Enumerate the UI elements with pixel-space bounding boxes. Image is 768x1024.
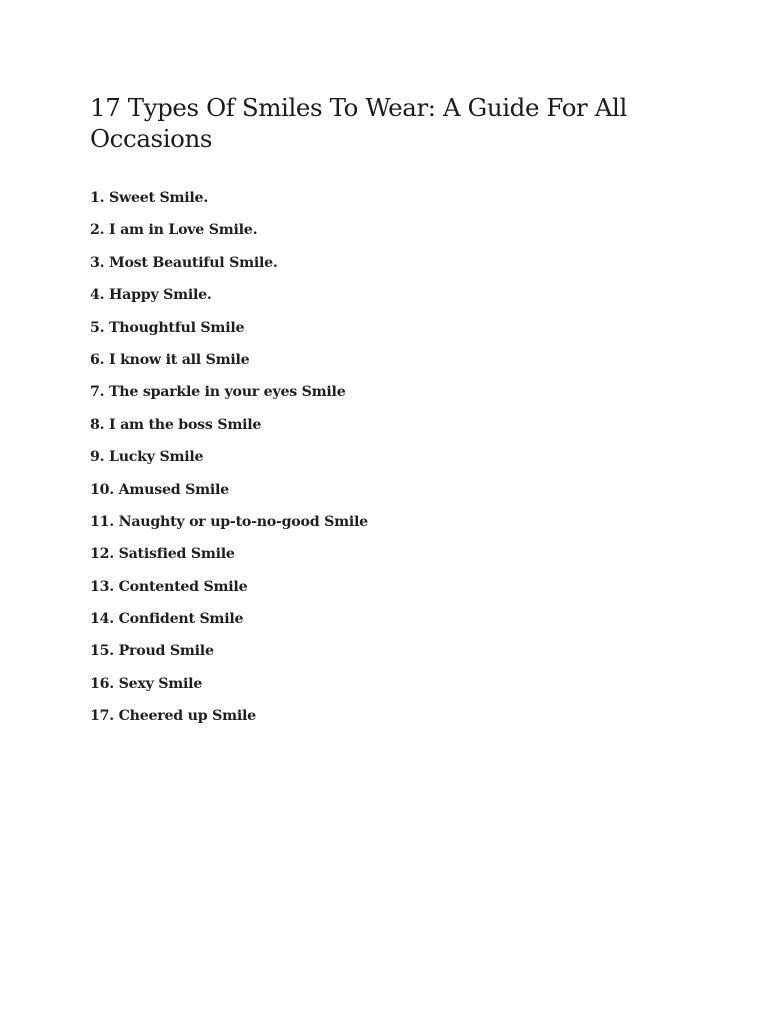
list-item: 16. Sexy Smile (90, 675, 203, 692)
list-item: 9. Lucky Smile (90, 449, 204, 466)
list-item: 13. Contented Smile (90, 578, 248, 595)
list-item: 12. Satisfied Smile (90, 546, 235, 563)
list-item: 15. Proud Smile (90, 643, 214, 660)
list-item: 7. The sparkle in your eyes Smile (90, 384, 346, 401)
smile-list (90, 187, 368, 738)
list-item: 17. Cheered up Smile (90, 708, 256, 725)
list-item: 2. I am in Love Smile. (90, 222, 258, 239)
list-item: 3. Most Beautiful Smile. (90, 254, 278, 271)
list-item: 1. Sweet Smile. (90, 190, 209, 206)
list-item: 8. I am the boss Smile (90, 416, 262, 433)
page-title: 17 Types Of Smiles To Wear: A Guide For All Occasions (90, 93, 627, 153)
list-item: 5. Thoughtful Smile (90, 319, 245, 336)
list-item: 10. Amused Smile (90, 481, 229, 498)
list-item: 11. Naughty or up-to-no-good Smile (90, 513, 368, 530)
list-item: 6. I know it all Smile (90, 351, 250, 368)
list-item: 4. Happy Smile. (90, 287, 212, 304)
list-item: 14. Confident Smile (90, 611, 244, 628)
